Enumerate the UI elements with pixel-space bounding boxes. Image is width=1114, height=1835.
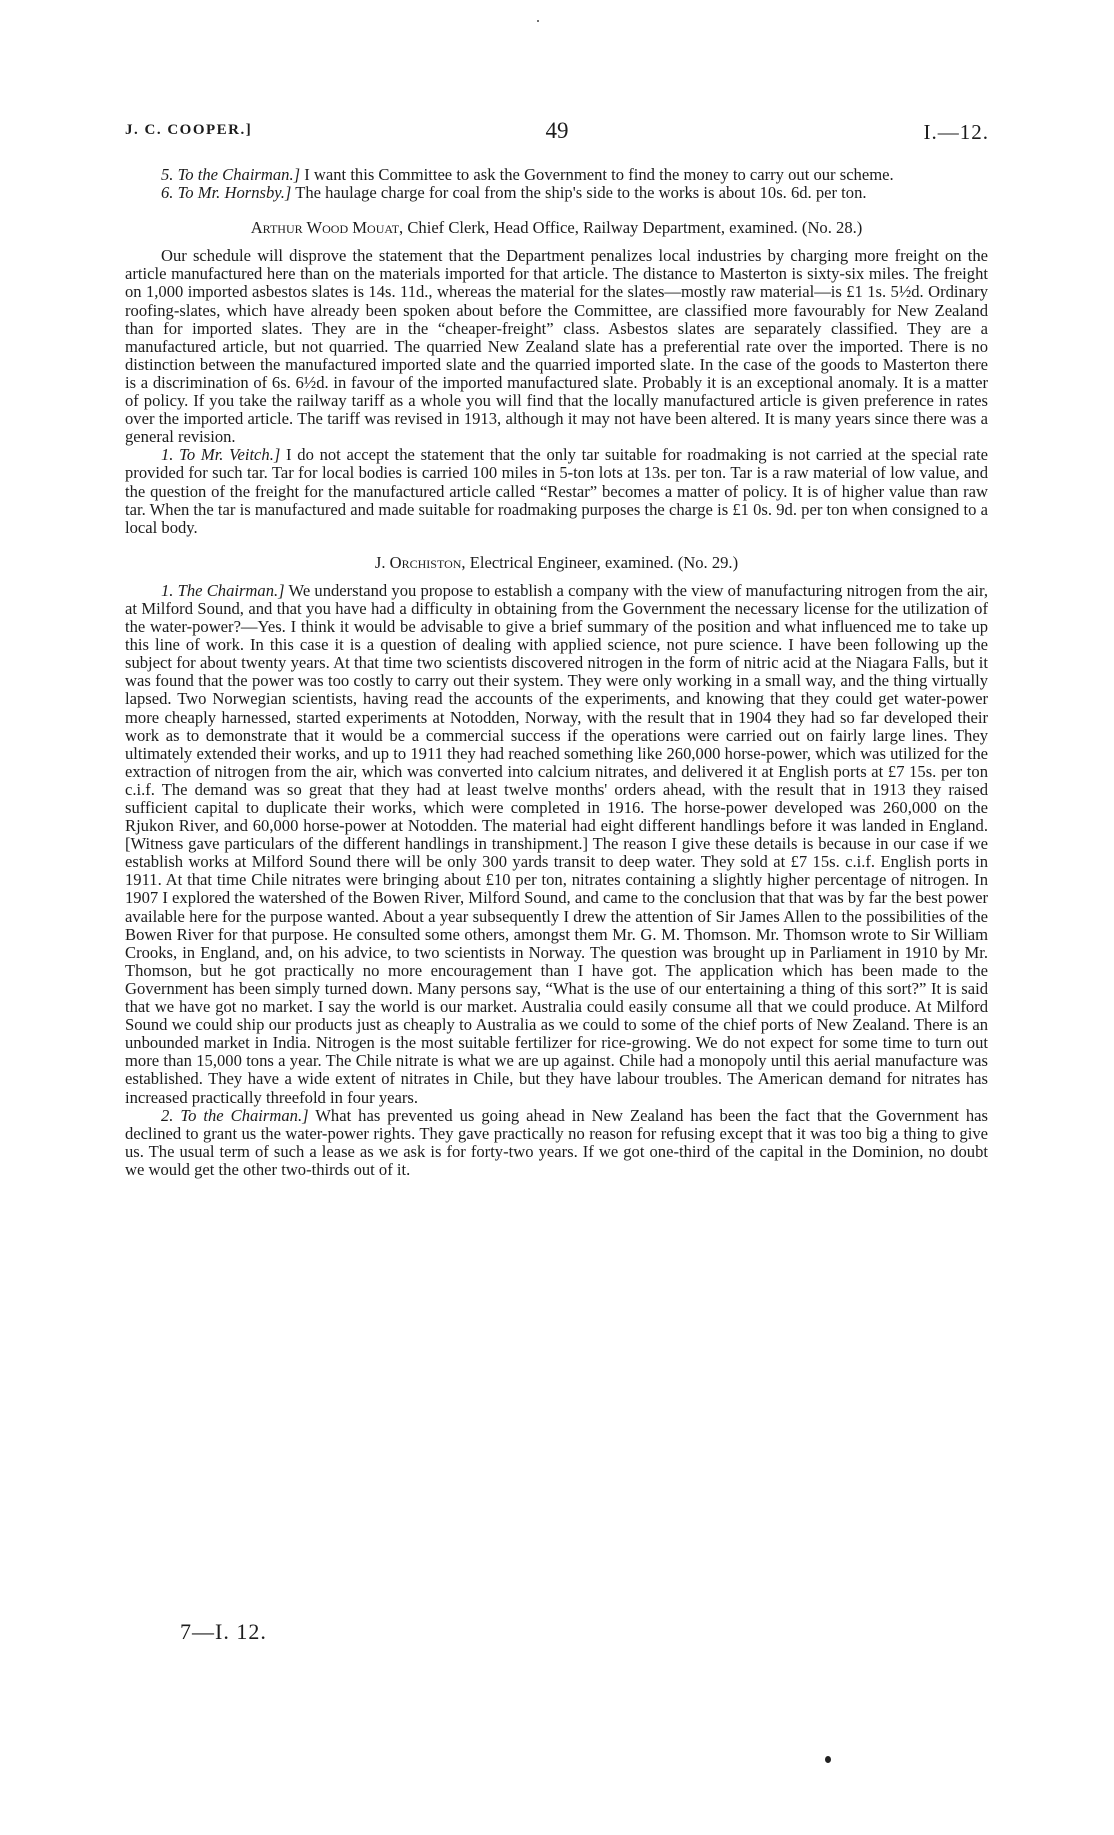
paragraph-q2-chairman <box>125 1107 988 1179</box>
paragraph-text: Our schedule will disprove the statement that the Department penalizes local industries by charging more freight on the article manufactured here than on the materials imported for that article. The distance to Masterton is sixty-six miles. The freight on 1,000 imported asbestos slates is 14s. 11d., whereas the material for the slates—mostly raw material—is £1 1s. 5½d. Ordinary roofing-slates, which have already been spoken about before the Committee, are classified more favourably for New Zealand than for imported slates. They are in the “cheaper-freight” class. Asbestos slates are separately classified. They are a manufactured article, but not quarried. The quarried New Zealand slate has a preferential rate over the imported. There is no distinction between the manufactured imported slate and the quarried imported slate. In the case of the goods to Masterton there is a discrimination of 6s. 6½d. in favour of the imported manufactured slate. Probably it is an exceptional anomaly. It is a matter of policy. If you take the railway tariff as a whole you will find that the locally manufactured article is given preference in rates over the imported article. The tariff was revised in 1913, although it may not have been altered. It is many years since there was a general revision. <box>125 246 988 447</box>
witness-name: J. Orchiston <box>374 552 462 572</box>
paper-reference: I.—12. <box>923 120 989 144</box>
paragraph-text: I want this Committee to ask the Government to find the money to carry out our scheme. <box>304 165 894 184</box>
paragraph-text: We understand you propose to establish a company with the view of manufacturing nitrogen from the air, at Milford Sound, and that you have had a difficulty in obtaining from the Government the necessary license for the utilization of the water-power?—Yes. I think it would be advisable to give a brief summary of the position and what influenced me to take up this line of work. In this case it is a question of dealing with applied science, not pure science. I have been following up the subject for about twenty years. At that time two scientists discovered nitrogen in the form of nitric acid at the Niagara Falls, but it was found that the power was too costly to carry out their system. They were only working in a small way, and the thing virtually lapsed. Two Norwegian scientists, having read the accounts of the experiments, and knowing that they could get water-power more cheaply harnessed, started experiments at Notodden, Norway, with the result that in 1904 they had so far developed their work as to demonstrate that it would be a commercial success if the operations were carried out on fairly large lines. They ultimately extended their works, and up to 1911 they had reached something like 260,000 horse-power, which was utilized for the extraction of nitrogen from the air, which was converted into calcium nitrates, and delivered it at English ports at £7 15s. per ton c.i.f. The demand was so great that they had at least twelve months' orders ahead, with the result that in 1913 they raised sufficient capital to duplicate their works, which were completed in 1916. The horse-power developed was 260,000 on the Rjukon River, and 60,000 horse-power at Notodden. The material had eight different handlings before it was landed in England. [Witness gave particulars of the different handlings in transhipment.] The reason I give these details is because in our case if we establish works at Milford Sound there will be only 300 yards transit to deep water. They sold at £7 15s. c.i.f. English ports in 1911. At that time Chile nitrates were bringing about £10 per ton, nitrates containing a slightly higher percentage of nitrogen. In 1907 I explored the watershed of the Bowen River, Milford Sound, and came to the conclusion that that was by far the best power available here for the purpose wanted. About a year subsequently I drew the attention of Sir James Allen to the possibilities of the Bowen River for that purpose. He consulted some others, amongst them Mr. G. M. Thomson. Mr. Thomson wrote to Sir William Crooks, in England, and, on his advice, to two scientists in Norway. The question was brought up in Parliament in 1910 by Mr. Thomson, but he got practically no more encouragement than I have got. The application which has been made to the Government has been simply turned down. Many persons say, “What is the use of our entertaining a thing of this sort?” It is said that we have got no market. I say the world is our market. Australia could easily consume all that we could produce. At Milford Sound we could ship our products just as cheaply to Australia as we could to some of the chief ports of New Zealand. There is an unbounded market in India. Nitrogen is the most suitable fertilizer for rice-growing. We do not expect for some time to turn out more than 15,000 tons a year. The Chile nitrate is what we are up against. Chile had a monopoly until this aerial manufacture was established. They have a wide extent of nitrates in Chile, but they have labour troubles. The American demand for nitrates has increased practically threefold in four years. <box>125 580 988 1107</box>
paragraph-text: The haulage charge for coal from the ship's side to the works is about 10s. 6d. per ton. <box>295 183 867 203</box>
signature-footer: 7—I. 12. <box>180 1619 267 1644</box>
page-number: 49 <box>545 118 569 143</box>
witness-title: , Chief Clerk, Head Office, Railway Department, examined. (No. 28.) <box>399 218 863 238</box>
paragraph-text: What has prevented us going ahead in New Zealand has been the fact that the Government has declined to grant us the water-power rights. They gave practically no reason for refusing except that it was too big a thing to give us. The usual term of such a lease as we ask is for forty-two years. If we got one-third of the capital in the Dominion, no doubt we would get the other two-thirds out of it. <box>125 1105 989 1179</box>
paragraph-mouat-statement <box>125 247 988 446</box>
question-label: 5. To the Chairman.] <box>161 165 301 184</box>
question-label: 6. To Mr. Hornsby.] <box>161 183 292 203</box>
paragraph-q1-chairman <box>125 582 988 1107</box>
page-body <box>125 166 988 1179</box>
print-speck <box>537 20 539 22</box>
witness-heading-mouat <box>125 219 988 237</box>
question-label: 1. The Chairman.] <box>161 580 285 600</box>
ink-dot <box>825 1756 831 1763</box>
question-label: 2. To the Chairman.] <box>161 1105 309 1125</box>
paragraph-q6-hornsby <box>125 184 988 202</box>
paragraph-q5-chairman <box>125 166 988 184</box>
page-header <box>125 118 989 150</box>
paragraph-text: I do not accept the statement that the only tar suitable for roadmaking is not carried at the special rate provided for such tar. Tar for local bodies is carried 100 miles in 5-ton lots at 13s. per ton. Tar is a raw material of low value, and the question of the freight for the manufactured article called “Restar” becomes a matter of policy. It is of higher value than raw tar. When the tar is manufactured and made suitable for roadmaking purposes the charge is £1 0s. 9d. per ton when consigned to a local body. <box>125 445 988 537</box>
witness-title: , Electrical Engineer, examined. (No. 29.) <box>461 552 739 572</box>
question-label: 1. To Mr. Veitch.] <box>161 445 281 465</box>
witness-heading-orchiston <box>125 554 988 572</box>
paragraph-q1-veitch <box>125 446 988 536</box>
header-witness-name: J. C. COOPER.] <box>125 122 253 138</box>
witness-name: Arthur Wood Mouat <box>250 218 400 238</box>
